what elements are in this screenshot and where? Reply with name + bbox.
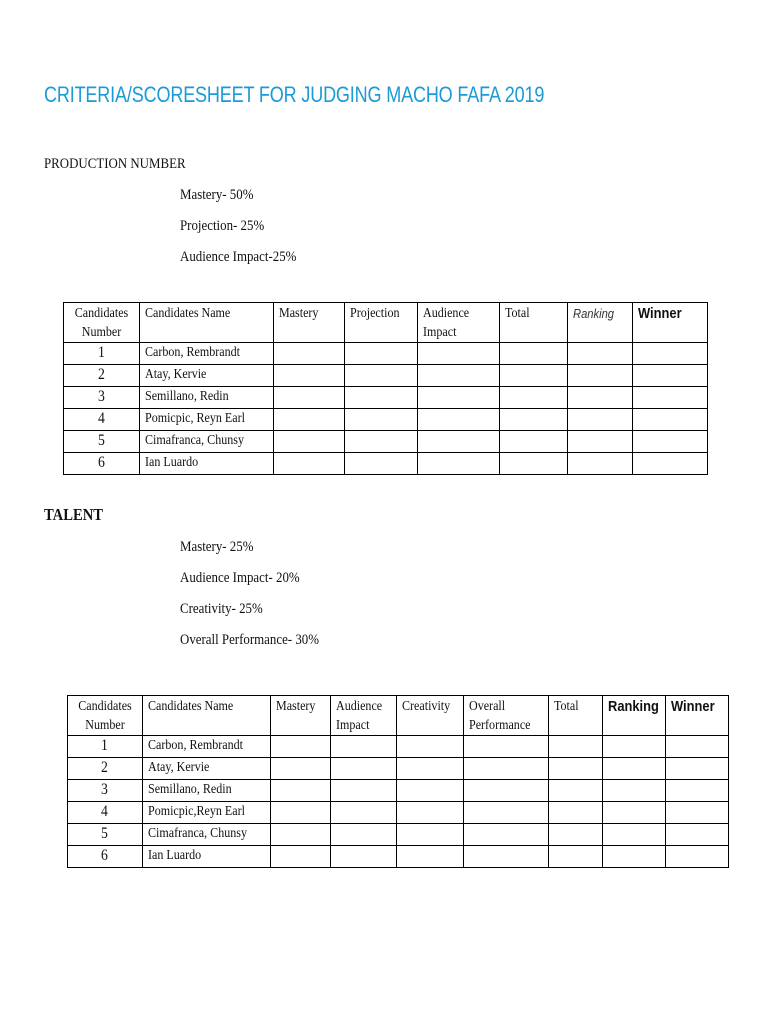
candidate-number: 4 <box>68 802 143 824</box>
mastery-cell[interactable] <box>271 736 331 758</box>
total-cell[interactable] <box>500 387 568 409</box>
table-row <box>64 431 708 453</box>
talent-heading: TALENT <box>44 505 104 524</box>
overall-performance-cell[interactable] <box>464 802 549 824</box>
audience-impact-cell[interactable] <box>418 365 500 387</box>
header-candidates-number: Candidates Number <box>68 696 143 736</box>
winner-cell[interactable] <box>633 365 708 387</box>
table-row <box>64 387 708 409</box>
total-cell[interactable] <box>500 365 568 387</box>
production-score-table <box>63 302 708 475</box>
audience-impact-cell[interactable] <box>418 453 500 475</box>
table-row <box>64 453 708 475</box>
total-cell[interactable] <box>500 409 568 431</box>
total-cell[interactable] <box>549 802 603 824</box>
candidate-name: Ian Luardo <box>140 453 274 475</box>
audience-impact-cell[interactable] <box>331 802 397 824</box>
creativity-cell[interactable] <box>397 780 464 802</box>
header-overall-performance: Overall Performance <box>464 696 549 736</box>
table-row <box>68 802 729 824</box>
header-projection: Projection <box>345 303 418 343</box>
projection-cell[interactable] <box>345 409 418 431</box>
overall-performance-cell[interactable] <box>464 736 549 758</box>
production-criterion-audience-impact: Audience Impact-25% <box>180 249 297 265</box>
audience-impact-cell[interactable] <box>418 343 500 365</box>
candidate-number: 1 <box>64 343 140 365</box>
winner-cell[interactable] <box>666 780 729 802</box>
ranking-cell[interactable] <box>603 780 666 802</box>
candidate-number: 1 <box>68 736 143 758</box>
winner-cell[interactable] <box>666 736 729 758</box>
candidate-number: 3 <box>68 780 143 802</box>
candidate-name: Ian Luardo <box>143 846 271 868</box>
mastery-cell[interactable] <box>274 431 345 453</box>
ranking-cell[interactable] <box>603 824 666 846</box>
candidate-number: 2 <box>64 365 140 387</box>
creativity-cell[interactable] <box>397 846 464 868</box>
ranking-cell[interactable] <box>603 758 666 780</box>
ranking-cell[interactable] <box>568 409 633 431</box>
talent-criterion-mastery: Mastery- 25% <box>180 539 254 555</box>
candidate-number: 5 <box>68 824 143 846</box>
talent-criterion-audience-impact: Audience Impact- 20% <box>180 570 300 586</box>
projection-cell[interactable] <box>345 365 418 387</box>
ranking-cell[interactable] <box>568 365 633 387</box>
ranking-cell[interactable] <box>568 343 633 365</box>
table-row <box>68 846 729 868</box>
candidate-name: Carbon, Rembrandt <box>140 343 274 365</box>
creativity-cell[interactable] <box>397 824 464 846</box>
projection-cell[interactable] <box>345 431 418 453</box>
total-cell[interactable] <box>500 343 568 365</box>
audience-impact-cell[interactable] <box>331 824 397 846</box>
table-row <box>68 780 729 802</box>
audience-impact-cell[interactable] <box>331 736 397 758</box>
audience-impact-cell[interactable] <box>418 409 500 431</box>
talent-score-table <box>67 695 729 868</box>
table-row <box>68 736 729 758</box>
candidate-number: 5 <box>64 431 140 453</box>
mastery-cell[interactable] <box>274 365 345 387</box>
overall-performance-cell[interactable] <box>464 758 549 780</box>
candidate-name: Cimafranca, Chunsy <box>143 824 271 846</box>
total-cell[interactable] <box>500 453 568 475</box>
projection-cell[interactable] <box>345 343 418 365</box>
table-row <box>64 343 708 365</box>
audience-impact-cell[interactable] <box>418 387 500 409</box>
audience-impact-cell[interactable] <box>331 758 397 780</box>
header-candidates-name: Candidates Name <box>140 303 274 343</box>
production-criterion-mastery: Mastery- 50% <box>180 187 254 203</box>
talent-criterion-creativity: Creativity- 25% <box>180 601 263 617</box>
header-audience-impact: Audience Impact <box>418 303 500 343</box>
table-row <box>68 824 729 846</box>
creativity-cell[interactable] <box>397 802 464 824</box>
mastery-cell[interactable] <box>274 387 345 409</box>
header-creativity: Creativity <box>397 696 464 736</box>
mastery-cell[interactable] <box>274 409 345 431</box>
table-row <box>68 758 729 780</box>
header-mastery: Mastery <box>271 696 331 736</box>
winner-cell[interactable] <box>633 431 708 453</box>
candidate-name: Semillano, Redin <box>143 780 271 802</box>
ranking-cell[interactable] <box>568 453 633 475</box>
winner-cell[interactable] <box>633 409 708 431</box>
projection-cell[interactable] <box>345 387 418 409</box>
header-winner: Winner <box>633 303 708 343</box>
total-cell[interactable] <box>500 431 568 453</box>
ranking-cell[interactable] <box>603 802 666 824</box>
candidate-number: 6 <box>68 846 143 868</box>
winner-cell[interactable] <box>666 802 729 824</box>
mastery-cell[interactable] <box>271 780 331 802</box>
candidate-name: Cimafranca, Chunsy <box>140 431 274 453</box>
ranking-cell[interactable] <box>568 431 633 453</box>
mastery-cell[interactable] <box>271 802 331 824</box>
winner-cell[interactable] <box>666 758 729 780</box>
total-cell[interactable] <box>549 780 603 802</box>
candidate-number: 2 <box>68 758 143 780</box>
mastery-cell[interactable] <box>271 824 331 846</box>
candidate-number: 4 <box>64 409 140 431</box>
table-row <box>64 409 708 431</box>
total-cell[interactable] <box>549 736 603 758</box>
winner-cell[interactable] <box>666 824 729 846</box>
page-title: CRITERIA/SCORESHEET FOR JUDGING MACHO FAFA 2019 <box>44 82 545 107</box>
creativity-cell[interactable] <box>397 736 464 758</box>
winner-cell[interactable] <box>633 387 708 409</box>
header-ranking: Ranking <box>603 696 666 736</box>
candidate-name: Semillano, Redin <box>140 387 274 409</box>
candidate-name: Carbon, Rembrandt <box>143 736 271 758</box>
ranking-cell[interactable] <box>568 387 633 409</box>
winner-cell[interactable] <box>633 453 708 475</box>
projection-cell[interactable] <box>345 453 418 475</box>
production-header-row <box>64 303 708 343</box>
ranking-cell[interactable] <box>603 846 666 868</box>
audience-impact-cell[interactable] <box>418 431 500 453</box>
creativity-cell[interactable] <box>397 758 464 780</box>
mastery-cell[interactable] <box>271 846 331 868</box>
ranking-cell[interactable] <box>603 736 666 758</box>
production-criterion-projection: Projection- 25% <box>180 218 265 234</box>
total-cell[interactable] <box>549 758 603 780</box>
header-candidates-name: Candidates Name <box>143 696 271 736</box>
candidate-number: 6 <box>64 453 140 475</box>
overall-performance-cell[interactable] <box>464 780 549 802</box>
audience-impact-cell[interactable] <box>331 846 397 868</box>
header-audience-impact: Audience Impact <box>331 696 397 736</box>
overall-performance-cell[interactable] <box>464 846 549 868</box>
header-total: Total <box>500 303 568 343</box>
table-row <box>64 365 708 387</box>
candidate-name: Pomicpic,Reyn Earl <box>143 802 271 824</box>
header-winner: Winner <box>666 696 729 736</box>
mastery-cell[interactable] <box>271 758 331 780</box>
header-candidates-number: Candidates Number <box>64 303 140 343</box>
header-total: Total <box>549 696 603 736</box>
winner-cell[interactable] <box>633 343 708 365</box>
mastery-cell[interactable] <box>274 343 345 365</box>
talent-criterion-overall-performance: Overall Performance- 30% <box>180 632 319 648</box>
header-mastery: Mastery <box>274 303 345 343</box>
candidate-name: Pomicpic, Reyn Earl <box>140 409 274 431</box>
mastery-cell[interactable] <box>274 453 345 475</box>
candidate-number: 3 <box>64 387 140 409</box>
header-ranking: Ranking <box>568 303 633 343</box>
total-cell[interactable] <box>549 824 603 846</box>
candidate-name: Atay, Kervie <box>140 365 274 387</box>
total-cell[interactable] <box>549 846 603 868</box>
audience-impact-cell[interactable] <box>331 780 397 802</box>
candidate-name: Atay, Kervie <box>143 758 271 780</box>
winner-cell[interactable] <box>666 846 729 868</box>
overall-performance-cell[interactable] <box>464 824 549 846</box>
production-heading: PRODUCTION NUMBER <box>44 156 186 172</box>
talent-header-row <box>68 696 729 736</box>
